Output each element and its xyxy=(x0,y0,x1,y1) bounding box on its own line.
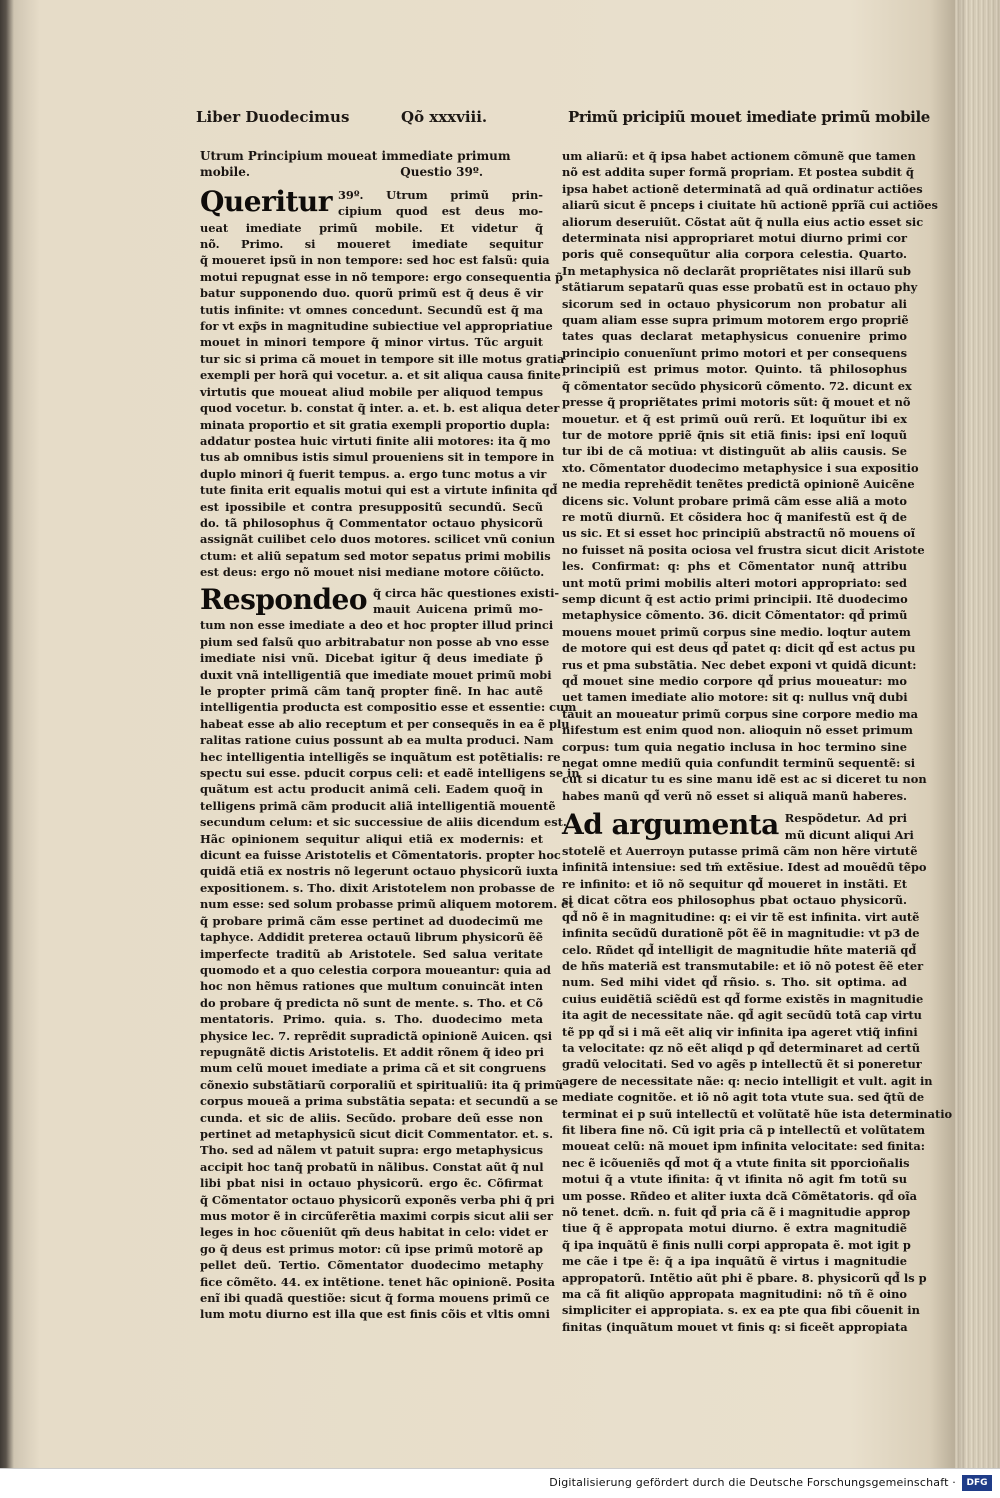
text-line: q̃ circa hãc questiones existi- xyxy=(373,585,560,600)
right-lines-1 xyxy=(562,148,938,804)
question-title-text: Utrum Principium moueat immediate primum xyxy=(200,149,511,163)
text-line: nec ẽ icõueniẽs qd̃ mot q̃ a vtute finita sit pporcioñalis xyxy=(562,1155,910,1170)
text-line: infinita secũdũ durationẽ põt ẽẽ in magnitudie: vt p3 de xyxy=(562,926,920,941)
header-right: Primũ pricipiũ mouet imediate primũ mobile xyxy=(568,108,930,126)
text-line: mauit Auicena primũ mo- xyxy=(373,601,543,616)
text-line: aliorum deseruiũt. Cõstat aũt q̃ nulla eius actio esset sic xyxy=(562,214,924,229)
text-line: nõ est addita super formã propriam. Et postea subdit q̃ xyxy=(562,165,914,180)
text-line: terminat ei p suũ intellectũ et volũtatẽ hũe ista determinatio xyxy=(562,1106,953,1121)
text-line: tẽ pp qd̃ si i mã eẽt aliq vir infinita ipa ageret vtiq̃ infini xyxy=(562,1024,918,1039)
text-line: num esse: sed solum probasse primũ aliquem motorem. et xyxy=(200,897,574,912)
text-line: le propter primã cãm tanq̃ propter finẽ. In hac autẽ xyxy=(200,684,543,698)
text-line: tur ibi de cã motiua: vt distinguũt ab aliis causis. Se xyxy=(562,444,907,459)
text-line: Tho. sed ad nãlem vt patuit supra: ergo metaphysicus xyxy=(200,1143,543,1158)
text-line: motui q̃ a vtute ifinita: q̃ vt ifinita nõ agit fm totũ su xyxy=(562,1172,907,1187)
text-line: metaphysice cõmento. 36. dicit Cõmentator: qd̃ primũ xyxy=(562,608,908,623)
text-line: enĩ ibi quadã questiõe: sicut q̃ forma mouens primũ ce xyxy=(200,1291,550,1306)
text-line: re infinito: et iõ nõ sequitur qd̃ moueret in instãti. Et xyxy=(562,876,907,891)
text-line: quidã etiã ex nostris nõ legerunt octauo physicorũ iuxta xyxy=(200,864,559,879)
text-line: rus et pma substãtia. Nec debet exponi vt quidã dicunt: xyxy=(562,657,917,672)
text-line: motui repugnat esse in nõ tempore: ergo consequentia p̃ xyxy=(200,269,564,284)
text-line: est deus: ergo nõ mouet nisi mediane motore cõiũcto. xyxy=(200,565,545,580)
text-line: tiue q̃ ẽ appropata motui diurno. ẽ extra magnitudiẽ xyxy=(562,1221,907,1236)
left-lines-1 xyxy=(200,184,565,581)
text-line: q̃ ipa inquãtũ ẽ finis nulli corpi appropata ẽ. mot igit p xyxy=(562,1237,911,1252)
text-line: ueat imediate primũ mobile. Et videtur q̃ xyxy=(200,220,543,235)
text-line: re motũ diurnũ. Et cõsidera hoc q̃ manifestũ est q̃ de xyxy=(562,509,907,524)
text-line: principiũ est primus motor. Quinto. tã philosophus xyxy=(562,362,907,377)
header-mid: Qõ xxxviii. xyxy=(401,108,488,126)
text-line: no fuisset nã posita ociosa vel frustra sicut dicit Aristote xyxy=(562,542,925,557)
text-line: telligens primã cãm producit aliã intelligentiã mouentẽ xyxy=(200,798,556,813)
right-text-block-2 xyxy=(562,808,953,1335)
text-line: num. Sed mihi videt qd̃ rñsio. s. Tho. sit optima. ad xyxy=(562,975,907,990)
text-line: mouetur. et q̃ est primũ ouũ rerũ. Et loquũtur ibi ex xyxy=(562,411,907,426)
text-line: tur de motore ppriẽ q̃nis sit etiã finis: ipsi enĩ loquũ xyxy=(562,427,907,442)
text-line: do probare q̃ predicta nõ sunt de mente. s. Tho. et Cõ xyxy=(200,995,543,1010)
question-title xyxy=(200,148,543,164)
text-line: cõnexio substãtiarũ corporaliũ et spiritualiũ: ita q̃ primũ xyxy=(200,1077,564,1092)
text-line: moueat celũ: nã mouet ipm infinita velocitate: sed finita: xyxy=(562,1139,925,1154)
text-line: quomodo et a quo celestia corpora moueantur: quia ad xyxy=(200,962,552,977)
text-line: intelligentia producta est compositio esse et essentie: cum xyxy=(200,700,577,715)
text-line: les. Confirmat: q: phs et Cõmentator nunq̃ attribu xyxy=(562,559,907,574)
text-line: tutis infinite: vt omnes concedunt. Secundũ est q̃ ma xyxy=(200,302,543,317)
text-line: determinata nisi appropriaret motui diurno primi cor xyxy=(562,231,907,246)
text-line: appropatorũ. Intẽtio aũt phi ẽ pbare. 8. physicorũ qd̃ ls p xyxy=(562,1270,927,1285)
text-line: presse q̃ propriẽtates primi motoris sũt: q̃ mouet et nõ xyxy=(562,395,911,410)
text-line: minata proportio et sit gratia exempli proportio dupla: xyxy=(200,417,550,432)
text-line: ctum: et aliũ sepatum sed motor sepatus primi mobilis xyxy=(200,548,551,563)
text-line: batur supponendo duo. quorũ primũ est q̃ deus ẽ vir xyxy=(200,286,543,301)
text-line: poris quẽ consequũtur alia corpora celestia. Quarto. xyxy=(562,247,907,262)
text-line: corpus moueã a prima substãtia sepata: et secundũ a se xyxy=(200,1094,559,1109)
text-line: q̃ moueret ipsũ in non tempore: sed hoc est falsũ: quia xyxy=(200,253,550,268)
text-line: uet tamen imediate alio motore: sit q: nullus vnq̃ dubi xyxy=(562,690,908,705)
text-line: xto. Cõmentator duodecimo metaphysice i sua expositio xyxy=(562,460,919,475)
text-line: infinitã intensiue: sed tm̃ extẽsiue. Idest ad mouẽdũ tẽpo xyxy=(562,860,927,875)
text-line: stotelẽ et Auerroyn putasse primã cãm non hẽre virtutẽ xyxy=(562,844,918,859)
text-line: est ipossibile et contra presuppositũ secundũ. Secũ xyxy=(200,499,543,514)
question-label-right: Questio 39º. xyxy=(400,165,483,180)
text-line: Respõdetur. Ad pri xyxy=(784,811,907,826)
text-line: Hãc opinionem sequitur aliqui etiã ex modernis: et xyxy=(200,831,543,846)
initial-word-respondeo: Respondeo xyxy=(200,582,368,616)
text-line: ita agit de necessitate nãe. qd̃ agit secũdũ totã cap virtu xyxy=(562,1008,922,1023)
text-line: corpus: tum quia negatio inclusa in hoc termino sine xyxy=(562,739,907,754)
text-line: cipium quod est deus mo- xyxy=(338,204,543,219)
text-line: duplo minori q̃ fuerit tempus. a. ergo tunc motus a vir xyxy=(200,466,547,481)
text-line: libi pbat nisi in octauo physicorũ. ergo ẽc. Cõfirmat xyxy=(200,1176,543,1191)
text-line: nifestum est enim quod non. alioquin nõ esset primum xyxy=(562,723,913,738)
text-line: cunda. et sic de aliis. Secũdo. probare deũ esse non xyxy=(200,1110,543,1125)
text-line: q̃ cõmentator secũdo physicorũ cõmento. 72. dicunt ex xyxy=(562,378,912,393)
text-line: nõ. Primo. si moueret imediate sequitur xyxy=(200,237,543,252)
text-line: pellet deũ. Tertio. Cõmentator duodecimo metaphy xyxy=(200,1258,543,1273)
text-line: finitas (inquãtum mouet vt finis q: si ficeẽt appropiata xyxy=(562,1319,908,1334)
text-line: mũ dicunt aliqui Ari xyxy=(784,827,914,842)
text-line: 39º. Utrum primũ prin- xyxy=(338,187,543,202)
footer-credit: Digitalisierung gefördert durch die Deutsche Forschungsgemeinschaft · xyxy=(549,1476,956,1489)
text-line: qd̃ nõ ẽ in magnitudine: q: ei vir tẽ est infinita. virt autẽ xyxy=(562,909,920,924)
text-line: duxit vnã intelligentiã que imediate mouet primũ mobi xyxy=(200,667,552,682)
text-line: sicorum sed in octauo physicorum non probatur ali xyxy=(562,296,907,311)
text-line: negat omne mediũ quia confundit terminũ sequentẽ: si xyxy=(562,756,916,771)
page-edge-stack xyxy=(955,0,1000,1468)
text-line: mum celũ mouet imediate a prima cã et sit congruens xyxy=(200,1061,547,1076)
text-line: expositionem. s. Tho. dixit Aristotelem non probasse de xyxy=(200,880,555,895)
text-line: si dicat cõtra eos philosophus pbat octauo physicorũ. xyxy=(562,893,907,908)
text-line: addatur postea huic virtuti finite alii motores: ita q̃ mo xyxy=(200,433,551,448)
text-line: de motore qui est deus qd̃ patet q: dicit qd̃ est actus pu xyxy=(562,641,916,656)
text-line: hec intelligentia intelligẽs se inquãtum est potẽtialis: re xyxy=(200,749,561,764)
left-lines-2 xyxy=(200,582,580,1323)
initial-word-ad-argumenta: Ad argumenta xyxy=(562,808,779,842)
text-line: fit libera fine nõ. Cũ igit pria cã p intellectũ et volũtatem xyxy=(562,1122,926,1137)
text-line: mouet in minori tempore q̃ minor virtus. Tũc arguit xyxy=(200,335,543,350)
text-line: tauit an moueatur primũ corpus sine corpore medio ma xyxy=(562,706,919,721)
left-column xyxy=(200,148,580,1323)
running-header xyxy=(196,108,930,138)
text-line: de hñs materiã est transmutabile: et iõ nõ potest ẽẽ eter xyxy=(562,958,924,973)
text-line: q̃ Cõmentator octauo physicorũ exponẽs verba phi q̃ pri xyxy=(200,1192,555,1207)
text-line: cuius euidẽtiã sciẽdũ est qd̃ forme existẽs in magnitudie xyxy=(562,991,924,1006)
text-line: um posse. Rñdeo et aliter iuxta dcã Cõmẽtatoris. qd̃ oĩa xyxy=(562,1188,917,1203)
text-line: exempli per horã qui vocetur. a. et sit aliqua causa finite xyxy=(200,368,561,383)
text-line: tute finita erit equalis motui qui est a virtute infinita qd̃ xyxy=(200,483,558,498)
text-line: dicens sic. Volunt probare primã cãm esse aliã a moto xyxy=(562,493,907,508)
text-line: us sic. Et si esset hoc principiũ abstractũ nõ mouens oĩ xyxy=(562,526,916,541)
text-line: ralitas ratione cuius possunt ab ea multa produci. Nam xyxy=(200,733,554,748)
right-column xyxy=(562,148,953,1335)
text-line: tur sic si prima cã mouet in tempore sit ille motus gratia xyxy=(200,351,565,366)
text-line: dicunt ea fuisse Aristotelis et Cõmentatoris. propter hoc xyxy=(200,848,561,863)
text-line: me cãe i tpe ẽ: q̃ a ipa inquãtũ ẽ virtus i magnitudie xyxy=(562,1254,907,1269)
text-line: tates quas declarat metaphysicus conuenire primo xyxy=(562,329,907,344)
text-line: assignãt cuilibet celo duos motores. scilicet vnũ coniun xyxy=(200,532,556,547)
text-line: mediate cognitõe. et iõ nõ agit tota vtute sua. sed q̃tũ de xyxy=(562,1090,925,1105)
text-line: In metaphysica nõ declarãt propriẽtates nisi illarũ sub xyxy=(562,263,911,278)
text-line: unt motũ primi mobilis alteri motori appropriato: sed xyxy=(562,575,907,590)
text-line: principio conuenĩunt primo motori et per consequens xyxy=(562,345,907,360)
text-line: ipsa habet actionẽ determinatã ad quã ordinatur actiões xyxy=(562,181,923,196)
left-text-block-2 xyxy=(200,582,580,1323)
question-label-left: mobile. xyxy=(200,165,251,180)
text-line: aliarũ sicut ẽ pnceps i ciuitate hũ actionẽ pprĩã cui actiões xyxy=(562,198,938,213)
text-line: ne media reprehẽdit tenẽtes predictã opinionẽ Auicẽne xyxy=(562,477,915,492)
text-line: secundum celum: et sic successiue de aliis dicendum est. xyxy=(200,815,567,830)
text-line: physice lec. 7. reprẽdit supradictã opinionẽ Auicen. qsi xyxy=(200,1028,553,1043)
text-line: repugnãtẽ dictis Aristotelis. Et addit rõnem q̃ ideo pri xyxy=(200,1044,544,1059)
initial-word-queritur: Queritur xyxy=(200,184,332,218)
text-line: quam aliam esse supra primum motorem ergo propriẽ xyxy=(562,313,909,328)
text-line: cut si dicatur tu es sine manu idẽ est ac si diceret tu non xyxy=(562,772,927,787)
right-lines-2 xyxy=(562,810,953,1335)
text-line: accipit hoc tanq̃ probatũ in nãlibus. Constat aũt q̃ nul xyxy=(200,1159,544,1174)
text-line: do. tã philosophus q̃ Commentator octauo physicorũ xyxy=(200,515,543,530)
text-line: mentatoris. Primo. quia. s. Tho. duodecimo meta xyxy=(200,1012,543,1027)
text-line: gradũ velocitati. Sed vo agẽs p intellectũ ẽt si poneretur xyxy=(562,1057,922,1072)
text-line: pertinet ad metaphysicũ sicut dicit Commentator. et. s. xyxy=(200,1126,554,1141)
text-line: agere de necessitate nãe: q: necio intelligit et vult. agit in xyxy=(562,1073,933,1088)
text-line: mus motor ẽ in circũferẽtia maximi corpis sicut alii ser xyxy=(200,1209,554,1223)
text-line: qd̃ mouet sine medio corpore qd̃ prius moueatur: mo xyxy=(562,674,907,688)
text-line: ta velocitate: qz nõ eẽt aliqd p qd̃ determinaret ad certũ xyxy=(562,1040,920,1055)
text-line: virtutis que moueat aliud mobile per aliquod tempus xyxy=(200,384,543,399)
text-line: quãtum est actu producit animã celi. Eadem quoq̃ in xyxy=(200,782,543,797)
left-text-block-1 xyxy=(200,184,565,581)
text-line: ma cã fit aliqũo appropata magnitudini: nõ tñ ẽ oino xyxy=(562,1287,907,1302)
text-line: hoc non hẽmus rationes que multum conuincãt inten xyxy=(200,979,543,994)
text-line: q̃ probare primã cãm esse pertinet ad duodecimũ me xyxy=(200,913,543,928)
dfg-logo: DFG xyxy=(962,1475,992,1491)
text-line: tus ab omnibus istis simul proueniens sit in tempore in xyxy=(200,450,555,465)
text-line: imediate nisi vnũ. Dicebat igitur q̃ deus imediate p̃ xyxy=(200,651,543,666)
text-line: simpliciter ei appropiata. s. ex ea pte qua fibi cõuenit in xyxy=(562,1303,920,1318)
text-line: fice cõmẽto. 44. ex intẽtione. tenet hãc opinionẽ. Posita xyxy=(200,1274,556,1289)
text-line: um aliarũ: et q̃ ipsa habet actionem cõmunẽ que tamen xyxy=(562,149,916,163)
text-line: imperfecte traditũ ab Aristotele. Sed salua veritate xyxy=(200,946,543,961)
text-line: leges in hoc cõueniũt qm̃ deus habitat in celo: videt er xyxy=(200,1225,548,1240)
header-left: Liber Duodecimus xyxy=(196,108,350,126)
text-line: for vt exp̃s in magnitudine subiectiue vel appropriatiue xyxy=(200,319,553,334)
text-line: habeat esse ab alio receptum et per consequẽs in ea ẽ plu xyxy=(200,716,570,731)
text-line: taphyce. Addidit preterea octauũ librum physicorũ ẽẽ xyxy=(200,930,543,945)
text-line: stãtiarum sepatarũ quas esse probatũ est in octauo phy xyxy=(562,280,918,295)
text-line: mouens mouet primũ corpus sine medio. loqtur autem xyxy=(562,624,911,639)
question-label-row xyxy=(200,164,543,180)
text-line: semp dicunt q̃ est actio primi principii. Itẽ duodecimo xyxy=(562,591,908,606)
text-line: go q̃ deus est primus motor: cũ ipse primũ motorẽ ap xyxy=(200,1241,543,1256)
text-line: lum motu diurno est illa que est finis cõis et vltis omni xyxy=(200,1307,550,1322)
text-line: spectu sui esse. pducit corpus celi: et eadẽ intelligens se in xyxy=(200,766,580,781)
text-line: celo. Rñdet qd̃ intelligit de magnitudie hñte materiã qd̃ xyxy=(562,942,917,957)
text-line: nõ tenet. dcm̃. n. fuit qd̃ pria cã ẽ i magnitudie approp xyxy=(562,1205,911,1219)
text-line: quod vocetur. b. constat q̃ inter. a. et. b. est aliqua deter xyxy=(200,401,560,416)
text-line: pium sed falsũ quo arbitrabatur non posse ab vno esse xyxy=(200,634,550,649)
footer-bar xyxy=(0,1468,1000,1498)
text-line: habes manũ qd̃ verũ nõ esset si aliquã manũ haberes. xyxy=(562,788,907,803)
text-line: tum non esse imediate a deo et hoc propter illud princi xyxy=(200,618,554,633)
